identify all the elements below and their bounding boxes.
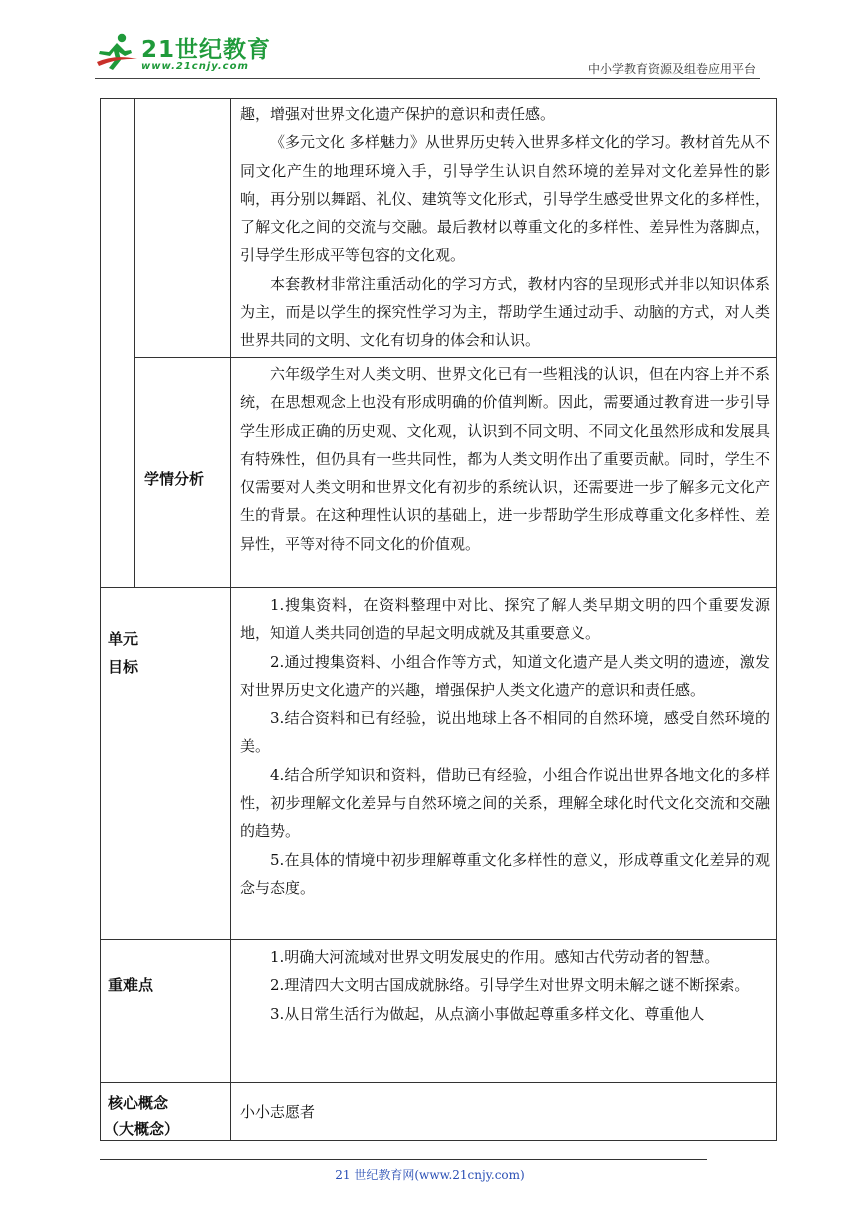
paragraph: 《多元文化 多样魅力》从世界历史转入世界多样文化的学习。教材首先从不同文化产生的地理环境入手，引导学生认识自然环境的差异对文化差异性的影响，再分别以舞蹈、礼仪、建筑等文化形式，引导学生感受世界文化的多样性，了解文化之间的交流与交融。最后教材以尊重文化的多样性、差异性为落脚点，引导学生形成平等包容的文化观。: [240, 133, 770, 265]
unit-goals-label-line2: 目标: [108, 658, 139, 676]
core-concept-label-line1: 核心概念: [108, 1094, 169, 1112]
table-border-bottom: [100, 1140, 777, 1141]
column-divider-inner: [134, 98, 135, 587]
paragraph: 本套教材非常注重活动化的学习方式，教材内容的呈现形式并非以知识体系为主，而是以学生的探究性学习为主，帮助学生通过动手、动脑的方式，对人类世界共同的文明、文化有切身的体会和认识。: [240, 274, 770, 350]
site-logo[interactable]: [95, 30, 272, 76]
row-divider-goals: [100, 587, 777, 588]
goal-item: 4.结合所学知识和资料，借助已有经验，小组合作说出世界各地文化的多样性，初步理解文化差异与自然环境之间的关系，理解全球化时代文化交流和交融的趋势。: [240, 765, 770, 841]
column-divider-content: [230, 98, 231, 1141]
footer-divider: [100, 1159, 707, 1160]
unit-goals-label-line1: 单元: [108, 630, 139, 648]
paragraph: 六年级学生对人类文明、世界文化已有一些粗浅的认识，但在内容上并不系统，在思想观念上也没有形成明确的价值判断。因此，需要通过教育进一步引导学生形成正确的历史观、文化观，认识到不同文明、不同文化虽然形成和发展具有特殊性，但仍具有一些共同性，都为人类文明作出了重要贡献。同时，学生不仅需要对人类文明和世界文化有初步的系统认识，还需要进一步了解多元文化产生的背景。在这种理性认识的基础上，进一步帮助学生形成尊重文化多样性、差异性，平等对待不同文化的价值观。: [240, 365, 770, 553]
learning-analysis-text: [240, 360, 770, 558]
table-border-right: [776, 98, 777, 1141]
row-divider-concept: [100, 1082, 777, 1083]
key-point-item: 2.理清四大文明古国成就脉络。引导学生对世界文明未解之谜不断探索。: [270, 976, 750, 995]
table-border-top: [100, 98, 777, 99]
footer-link[interactable]: 21 世纪教育网(www.21cnjy.com): [335, 1168, 525, 1182]
logo-text: 21世纪教育: [141, 37, 272, 63]
unit-goals-text: [240, 591, 770, 902]
goal-item: 3.结合资料和已有经验，说出地球上各不相同的自然环境，感受自然环境的美。: [240, 709, 770, 756]
core-concept-text: 小小志愿者: [240, 1103, 316, 1121]
learning-analysis-label: 学情分析: [144, 470, 205, 488]
core-concept-value: [240, 1098, 770, 1126]
table-border-left: [100, 98, 101, 1141]
material-analysis-text: [240, 100, 770, 355]
row-divider-keypoints: [100, 939, 777, 940]
goal-item: 5.在具体的情境中初步理解尊重文化多样性的意义，形成尊重文化差异的观念与态度。: [240, 850, 770, 897]
goal-item: 2.通过搜集资料、小组合作等方式，知道文化遗产是人类文明的遗迹，激发对世界历史文化遗产的兴趣，增强保护人类文化遗产的意识和责任感。: [240, 652, 770, 699]
key-points-label: 重难点: [108, 976, 154, 994]
key-point-item: 3.从日常生活行为做起，从点滴小事做起尊重多样文化、尊重他人: [270, 1004, 705, 1023]
lesson-table: [100, 98, 777, 1141]
runner-logo-icon: [95, 32, 139, 72]
row-divider-analysis: [134, 357, 777, 358]
core-concept-label-line2: （大概念）: [104, 1120, 180, 1138]
header-divider: [95, 78, 760, 79]
key-points-text: [240, 943, 770, 1081]
paragraph: 趣，增强对世界文化遗产保护的意识和责任感。: [240, 105, 556, 123]
page-header: [0, 0, 860, 80]
goal-item: 1.搜集资料，在资料整理中对比、探究了解人类早期文明的四个重要发源地，知道人类共同创造的早起文明成就及其重要意义。: [240, 596, 770, 643]
logo-url: www.21cnjy.com: [141, 61, 249, 72]
platform-title: 中小学教育资源及组卷应用平台: [587, 62, 756, 76]
key-point-item: 1.明确大河流域对世界文明发展史的作用。感知古代劳动者的智慧。: [270, 948, 720, 966]
